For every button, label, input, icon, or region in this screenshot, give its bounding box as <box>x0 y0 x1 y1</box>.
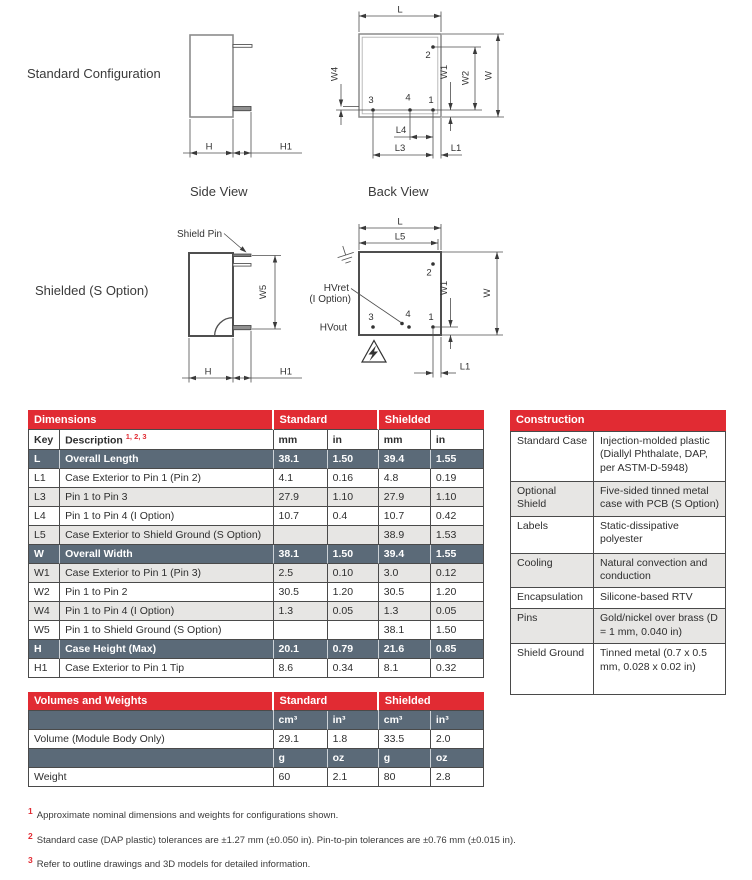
pin-4-label: 4 <box>405 92 411 104</box>
dimensions-table <box>28 410 484 678</box>
key-header: Key <box>28 430 60 450</box>
table-row <box>28 469 484 488</box>
dim-label-W1: W1 <box>439 280 450 296</box>
dim-value: 1.50 <box>431 621 484 640</box>
pin-1-dot <box>431 108 435 112</box>
volumes-table-title: Volumes and Weights <box>28 692 274 711</box>
table-row <box>510 644 726 695</box>
dim-value: 38.1 <box>274 450 328 469</box>
construction-value: Tinned metal (0.7 x 0.5 mm, 0.028 x 0.02 in) <box>594 644 726 695</box>
construction-value: Static-dissipative polyester <box>594 517 726 554</box>
dim-value: 0.16 <box>328 469 379 488</box>
units-row-spacer <box>28 749 274 768</box>
dim-label-L1: L1 <box>459 361 471 373</box>
table-row <box>28 488 484 507</box>
dim-key: L1 <box>28 469 60 488</box>
dim-value: 2.5 <box>274 564 328 583</box>
dim-label-W1: W1 <box>439 64 450 80</box>
dim-value: 1.20 <box>431 583 484 602</box>
dim-desc: Case Exterior to Shield Ground (S Option) <box>60 526 273 545</box>
back-view-caption: Back View <box>368 184 429 199</box>
unit-header-in: in <box>431 430 484 450</box>
dim-label-L: L <box>397 216 403 228</box>
unit-cell: oz <box>431 749 484 768</box>
shielded-side-view-drawing <box>177 229 302 383</box>
table-row <box>510 588 726 609</box>
dim-key: L4 <box>28 507 60 526</box>
unit-cell: cm³ <box>274 711 328 730</box>
table-row <box>28 640 484 659</box>
description-header <box>60 430 273 450</box>
module-case-side <box>190 35 233 117</box>
dim-value: 1.50 <box>328 450 379 469</box>
dim-value: 38.9 <box>379 526 431 545</box>
dim-value: 30.5 <box>274 583 328 602</box>
volume-units-row <box>28 711 484 730</box>
dim-desc: Case Height (Max) <box>60 640 273 659</box>
dim-value: 1.53 <box>431 526 484 545</box>
dim-value: 20.1 <box>274 640 328 659</box>
dim-value: 21.6 <box>379 640 431 659</box>
pin-4-dot <box>408 108 412 112</box>
dim-value: 1.20 <box>328 583 379 602</box>
volumes-weights-table <box>28 692 484 787</box>
dim-key: L3 <box>28 488 60 507</box>
unit-header-mm: mm <box>274 430 328 450</box>
pin-3-dot <box>371 108 375 112</box>
footnote-text: Refer to outline drawings and 3D models for detailed information. <box>36 859 311 871</box>
dim-value: 1.10 <box>431 488 484 507</box>
dim-value: 0.05 <box>431 602 484 621</box>
table-row <box>28 621 484 640</box>
dim-label-W: W <box>482 288 493 298</box>
dim-label-H1: H1 <box>279 141 293 153</box>
table-row <box>28 602 484 621</box>
volume-value: 29.1 <box>274 730 328 749</box>
unit-cell: g <box>379 749 431 768</box>
dim-key: H1 <box>28 659 60 678</box>
dim-label-H: H <box>205 141 213 153</box>
dim-value: 0.05 <box>328 602 379 621</box>
construction-label: Optional Shield <box>510 482 594 517</box>
dim-value <box>274 621 328 640</box>
construction-value: Five-sided tinned metal case with PCB (S Option) <box>594 482 726 517</box>
dim-label-W2: W2 <box>460 70 472 86</box>
dim-value: 30.5 <box>379 583 431 602</box>
standard-column-header: Standard <box>274 410 379 430</box>
footnote-2 <box>28 831 728 847</box>
dim-value: 0.19 <box>431 469 484 488</box>
table-row <box>510 482 726 517</box>
dim-key: W5 <box>28 621 60 640</box>
dim-value: 1.50 <box>328 545 379 564</box>
footnotes <box>28 806 728 880</box>
unit-cell: cm³ <box>379 711 431 730</box>
table-row <box>28 450 484 469</box>
dim-value: 1.10 <box>328 488 379 507</box>
weight-value: 2.1 <box>328 768 379 787</box>
dim-key: W2 <box>28 583 60 602</box>
construction-label: Labels <box>510 517 594 554</box>
dim-desc: Case Exterior to Pin 1 (Pin 3) <box>60 564 273 583</box>
dim-label-L4: L4 <box>395 125 407 136</box>
footnote-number: 1 <box>28 806 33 816</box>
w-dimensions <box>435 252 503 349</box>
dim-value: 1.3 <box>274 602 328 621</box>
dim-value: 0.79 <box>328 640 379 659</box>
dim-desc: Pin 1 to Pin 4 (I Option) <box>60 602 273 621</box>
dim-value <box>274 526 328 545</box>
dim-value: 0.32 <box>431 659 484 678</box>
dim-value: 1.55 <box>431 545 484 564</box>
weight-units-row <box>28 749 484 768</box>
dim-desc: Pin 1 to Shield Ground (S Option) <box>60 621 273 640</box>
pin-3-dot <box>371 325 375 329</box>
dim-desc: Overall Length <box>60 450 273 469</box>
unit-header-in: in <box>328 430 379 450</box>
dim-label-H1: H1 <box>279 366 293 378</box>
footnote-number: 2 <box>28 830 33 841</box>
construction-value: Gold/nickel over brass (D = 1 mm, 0.040 in) <box>594 609 726 644</box>
dim-value: 3.0 <box>379 564 431 583</box>
construction-table-title: Construction <box>510 410 726 432</box>
dim-value: 0.34 <box>328 659 379 678</box>
dim-desc: Pin 1 to Pin 4 (I Option) <box>60 507 273 526</box>
construction-value: Natural convection and conduction <box>594 554 726 589</box>
weight-value: 2.8 <box>431 768 484 787</box>
dim-value: 1.3 <box>379 602 431 621</box>
dim-value <box>328 526 379 545</box>
construction-label: Encapsulation <box>510 588 594 609</box>
technical-drawings <box>0 0 752 402</box>
standard-configuration-label: Standard Configuration <box>27 66 161 81</box>
standard-column-header: Standard <box>274 692 379 711</box>
pin-4-dot <box>407 325 411 329</box>
pin-3-label: 3 <box>368 95 374 106</box>
pin-2-dot <box>431 262 435 266</box>
shield-pin-arrow <box>240 246 247 252</box>
pin-2-label: 2 <box>425 50 431 61</box>
dim-value: 38.1 <box>274 545 328 564</box>
table-row <box>28 583 484 602</box>
dim-value: 0.42 <box>431 507 484 526</box>
dim-key: H <box>28 640 60 659</box>
dim-desc: Case Exterior to Pin 1 Tip <box>60 659 273 678</box>
footnote-number: 3 <box>28 855 33 866</box>
pin-4-label: 4 <box>405 309 411 320</box>
construction-label: Cooling <box>510 554 594 589</box>
dim-value: 8.1 <box>379 659 431 678</box>
table-row <box>510 609 726 644</box>
bottom-dimensions <box>373 112 462 159</box>
construction-label: Pins <box>510 609 594 644</box>
dim-label-W5: W5 <box>258 284 269 300</box>
dim-label-H: H <box>204 366 212 378</box>
dim-label-L: L <box>397 4 403 16</box>
volume-value: 2.0 <box>431 730 484 749</box>
dim-value: 0.4 <box>328 507 379 526</box>
construction-value: Injection-molded plastic (Diallyl Phthalate, DAP, per ASTM-D-5948) <box>594 432 726 482</box>
hvout-label: HVout <box>319 322 347 334</box>
units-row-spacer <box>28 711 274 730</box>
side-view-caption: Side View <box>190 184 248 199</box>
dim-value: 10.7 <box>379 507 431 526</box>
dimensions-table-title: Dimensions <box>28 410 274 430</box>
construction-value: Silicone-based RTV <box>594 588 726 609</box>
unit-cell: in³ <box>328 711 379 730</box>
dim-value: 4.8 <box>379 469 431 488</box>
dim-desc: Pin 1 to Pin 3 <box>60 488 273 507</box>
table-row <box>28 545 484 564</box>
dim-label-L5: L5 <box>394 231 406 243</box>
table-row <box>28 730 484 749</box>
dim-desc: Pin 1 to Pin 2 <box>60 583 273 602</box>
volume-desc: Volume (Module Body Only) <box>28 730 274 749</box>
table-row <box>28 659 484 678</box>
shielded-option-label: Shielded (S Option) <box>35 283 149 298</box>
dim-label-L1: L1 <box>450 143 462 154</box>
dim-label-W: W <box>483 71 495 80</box>
pin-bottom <box>233 107 251 111</box>
dim-desc: Overall Width <box>60 545 273 564</box>
dim-value: 8.6 <box>274 659 328 678</box>
pin-2-dot <box>431 45 435 49</box>
construction-label: Shield Ground <box>510 644 594 695</box>
table-row <box>28 768 484 787</box>
shielded-column-header: Shielded <box>379 410 484 430</box>
dim-key: W <box>28 545 60 564</box>
weight-desc: Weight <box>28 768 274 787</box>
dim-value: 39.4 <box>379 545 431 564</box>
footnote-1 <box>28 806 728 822</box>
pin-bottom <box>233 326 251 330</box>
construction-table <box>510 410 726 695</box>
unit-cell: in³ <box>431 711 484 730</box>
pin-2-label: 2 <box>426 267 432 279</box>
hvret-label: HVret <box>323 283 349 294</box>
dim-key: W4 <box>28 602 60 621</box>
table-row <box>28 564 484 583</box>
description-footnote-refs: 1, 2, 3 <box>125 432 147 442</box>
dim-value: 1.55 <box>431 450 484 469</box>
dim-value: 27.9 <box>274 488 328 507</box>
dim-key: L <box>28 450 60 469</box>
table-row <box>510 517 726 554</box>
shield-pin <box>233 254 251 257</box>
pin-1-dot <box>431 325 435 329</box>
pin-1-label: 1 <box>428 312 434 323</box>
description-header-text: Description <box>65 434 123 447</box>
high-voltage-warning-icon <box>362 341 386 363</box>
footnote-3 <box>28 855 728 871</box>
table-row <box>28 526 484 545</box>
dim-value: 38.1 <box>379 621 431 640</box>
unit-header-mm: mm <box>379 430 431 450</box>
shielded-column-header: Shielded <box>379 692 484 711</box>
weight-value: 60 <box>274 768 328 787</box>
ground-symbol <box>335 243 356 265</box>
volume-value: 33.5 <box>379 730 431 749</box>
pin-top <box>233 264 251 267</box>
shield-pin-label: Shield Pin <box>177 229 223 240</box>
l1-dimension <box>414 329 456 378</box>
table-row <box>510 554 726 589</box>
table-row <box>28 507 484 526</box>
shielded-back-view-drawing <box>309 217 503 378</box>
pin-top <box>233 45 252 48</box>
dim-key: W1 <box>28 564 60 583</box>
pin-1-label: 1 <box>428 95 434 106</box>
dim-label-W4: W4 <box>329 66 341 82</box>
footnote-text: Standard case (DAP plastic) tolerances are ±1.27 mm (±0.050 in). Pin-to-pin tolerances are ±0.76 mm (±0.015 in). <box>36 834 516 846</box>
standard-back-view-drawing <box>330 5 505 159</box>
dim-value: 0.85 <box>431 640 484 659</box>
volume-value: 1.8 <box>328 730 379 749</box>
dim-value <box>328 621 379 640</box>
standard-side-view-drawing <box>183 35 302 158</box>
unit-cell: oz <box>328 749 379 768</box>
dim-value: 27.9 <box>379 488 431 507</box>
dim-value: 0.12 <box>431 564 484 583</box>
weight-value: 80 <box>379 768 431 787</box>
dim-value: 10.7 <box>274 507 328 526</box>
construction-label: Standard Case <box>510 432 594 482</box>
pin-3-label: 3 <box>368 312 374 323</box>
footnote-text: Approximate nominal dimensions and weights for configurations shown. <box>36 810 339 822</box>
dim-value: 4.1 <box>274 469 328 488</box>
dim-desc: Case Exterior to Pin 1 (Pin 2) <box>60 469 273 488</box>
table-row <box>510 432 726 482</box>
dim-value: 0.10 <box>328 564 379 583</box>
dim-label-L3: L3 <box>394 143 406 154</box>
dim-key: L5 <box>28 526 60 545</box>
shielded-case-side <box>189 253 233 336</box>
hvret-ioption-label: (I Option) <box>309 294 351 305</box>
dim-value: 39.4 <box>379 450 431 469</box>
unit-cell: g <box>274 749 328 768</box>
